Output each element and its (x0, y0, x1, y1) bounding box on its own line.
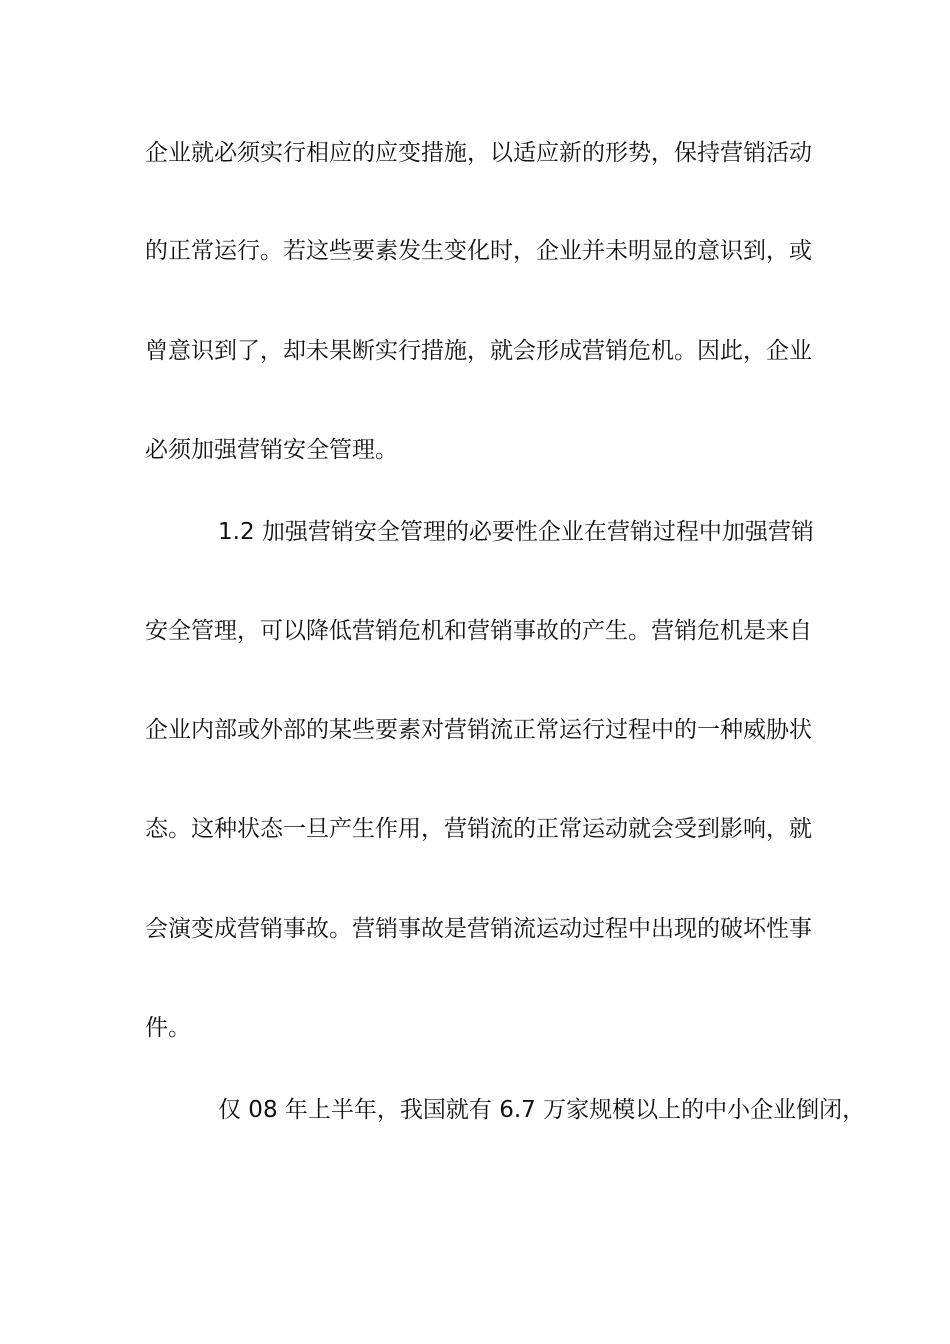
text-line: 态。这种状态一旦产生作用，营销流的正常运动就会受到影响，就 (145, 816, 812, 842)
text-line: 曾意识到了，却未果断实行措施，就会形成营销危机。因此，企业 (145, 338, 812, 364)
text-line: 件。 (145, 1015, 191, 1041)
text-line: 必须加强营销安全管理。 (145, 437, 398, 463)
section-heading-line: 1.2 加强营销安全管理的必要性企业在营销过程中加强营销 (218, 519, 814, 545)
paragraph-start-line: 仅 08 年上半年，我国就有 6.7 万家规模以上的中小企业倒闭， (218, 1097, 866, 1123)
text-line: 的正常运行。若这些要素发生变化时，企业并未明显的意识到，或 (145, 238, 812, 264)
text-line: 会演变成营销事故。营销事故是营销流运动过程中出现的破坏性事 (145, 916, 812, 942)
text-line: 企业内部或外部的某些要素对营销流正常运行过程中的一种威胁状 (145, 717, 812, 743)
text-line: 安全管理，可以降低营销危机和营销事故的产生。营销危机是来自 (145, 618, 812, 644)
text-line: 企业就必须实行相应的应变措施，以适应新的形势，保持营销活动 (145, 140, 812, 166)
